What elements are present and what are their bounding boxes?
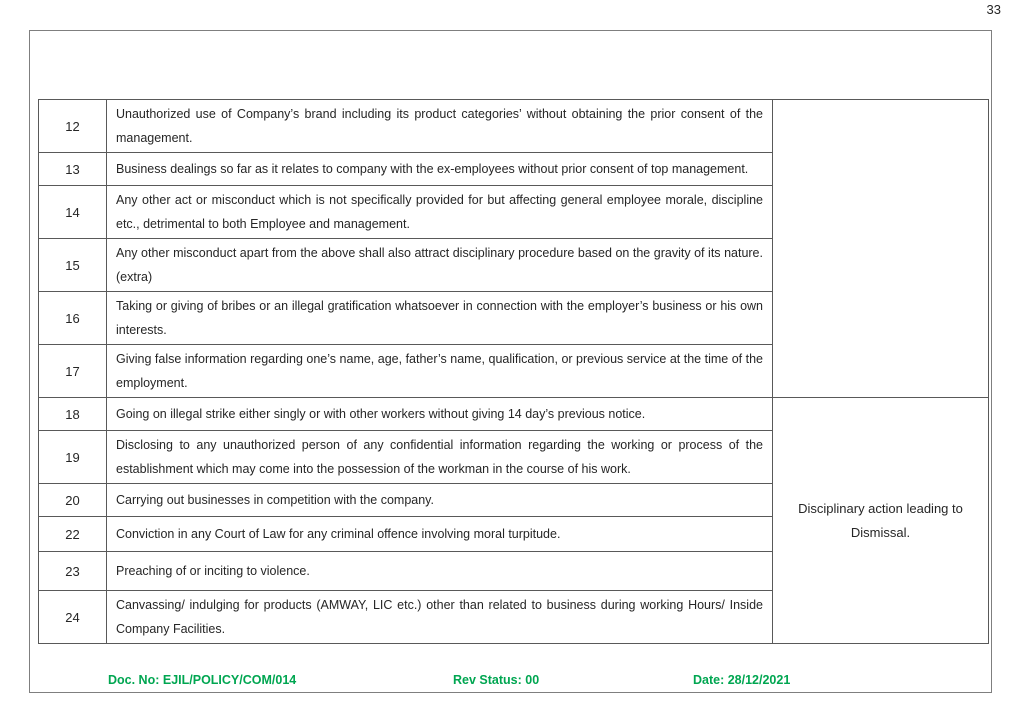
row-number: 24 [39,591,107,644]
row-description: Business dealings so far as it relates to company with the ex-employees without prior consent of top management. [107,153,773,186]
action-cell [773,100,989,398]
row-description: Disclosing to any unauthorized person of any confidential information regarding the working or process of the establishment which may come into the possession of the workman in the course of his work. [107,431,773,484]
misconduct-table-body [39,100,989,644]
action-cell: Disciplinary action leading to Dismissal. [773,398,989,644]
row-description: Carrying out businesses in competition with the company. [107,484,773,517]
row-number: 18 [39,398,107,431]
table-row [39,100,989,153]
row-description: Conviction in any Court of Law for any criminal offence involving moral turpitude. [107,517,773,552]
row-number: 15 [39,239,107,292]
row-number: 16 [39,292,107,345]
table-row [39,398,989,431]
row-description: Canvassing/ indulging for products (AMWAY, LIC etc.) other than related to business during working Hours/ Inside Company Facilities. [107,591,773,644]
row-description: Unauthorized use of Company’s brand including its product categories’ without obtaining the prior consent of the management. [107,100,773,153]
footer-date: Date: 28/12/2021 [693,673,791,687]
row-description: Any other act or misconduct which is not specifically provided for but affecting general employee morale, discipline etc., detrimental to both Employee and management. [107,186,773,239]
row-number: 19 [39,431,107,484]
row-number: 20 [39,484,107,517]
row-number: 14 [39,186,107,239]
page-border-frame [29,30,992,693]
row-number: 12 [39,100,107,153]
row-description: Going on illegal strike either singly or with other workers without giving 14 day’s previous notice. [107,398,773,431]
row-description: Giving false information regarding one’s name, age, father’s name, qualification, or previous service at the time of the employment. [107,345,773,398]
footer-rev-status: Rev Status: 00 [453,673,540,687]
row-description: Any other misconduct apart from the above shall also attract disciplinary procedure based on the gravity of its nature. (extra) [107,239,773,292]
row-description: Taking or giving of bribes or an illegal gratification whatsoever in connection with the employer’s business or his own interests. [107,292,773,345]
row-number: 23 [39,552,107,591]
row-number: 13 [39,153,107,186]
misconduct-table [38,99,989,644]
footer-doc-number: Doc. No: EJIL/POLICY/COM/014 [108,673,297,687]
row-description: Preaching of or inciting to violence. [107,552,773,591]
page-number: 33 [986,2,1001,17]
row-number: 22 [39,517,107,552]
row-number: 17 [39,345,107,398]
